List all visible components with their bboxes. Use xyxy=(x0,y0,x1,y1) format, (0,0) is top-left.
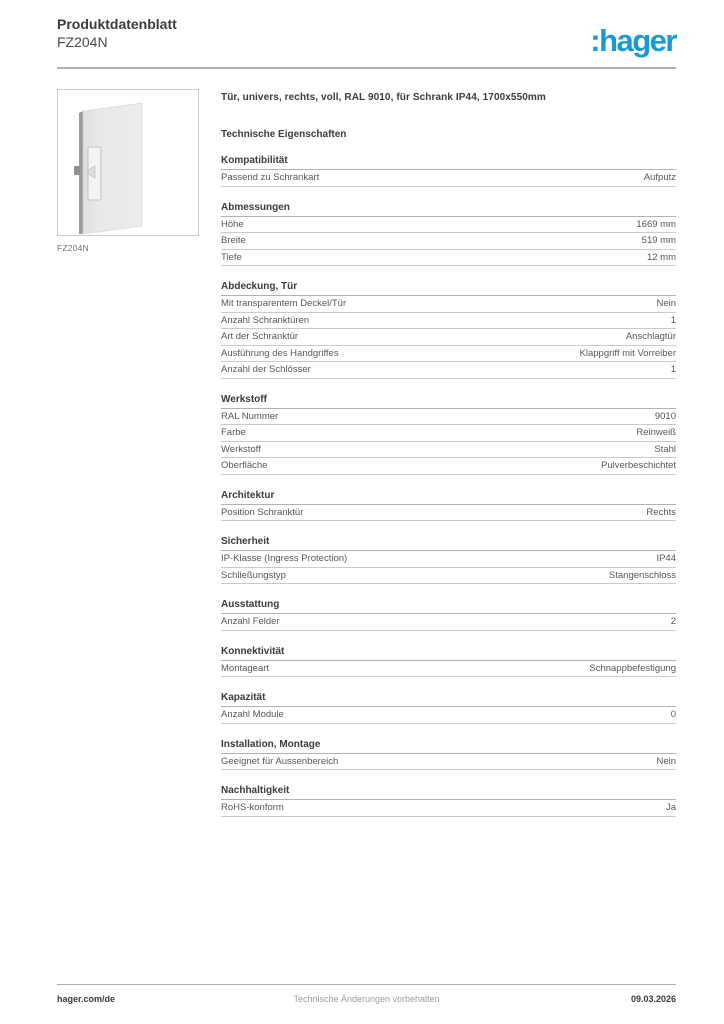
spec-section xyxy=(221,155,676,187)
row-value: 519 mm xyxy=(641,235,676,246)
spec-row xyxy=(221,442,676,459)
row-value: Stahl xyxy=(654,443,676,455)
section-heading: Nachhaltigkeit xyxy=(221,785,676,800)
row-value: Klappgriff mit Vorreiber xyxy=(579,347,676,359)
section-heading: Werkstoff xyxy=(221,394,676,409)
spec-row xyxy=(221,458,676,475)
spec-section xyxy=(221,394,676,475)
spec-section xyxy=(221,599,676,631)
row-label: Tiefe xyxy=(221,251,242,263)
row-label: Schließungstyp xyxy=(221,569,286,581)
spec-row xyxy=(221,800,676,817)
spec-row xyxy=(221,707,676,724)
row-value: 2 xyxy=(670,616,676,627)
spec-row xyxy=(221,614,676,631)
spec-section xyxy=(221,785,676,817)
spec-row xyxy=(221,250,676,267)
row-value: Nein xyxy=(656,298,676,309)
spec-row xyxy=(221,170,676,187)
row-label: Montageart xyxy=(221,662,270,674)
product-image xyxy=(57,89,199,236)
main-content xyxy=(57,89,676,817)
spec-section xyxy=(221,646,676,678)
row-value: Rechts xyxy=(646,506,676,518)
row-label: RAL Nummer xyxy=(221,410,279,422)
spec-row xyxy=(221,313,676,330)
spec-row xyxy=(221,425,676,442)
row-label: IP-Klasse (Ingress Protection) xyxy=(221,553,348,564)
header-title-block xyxy=(57,15,177,51)
row-label: Anzahl Felder xyxy=(221,616,280,627)
section-heading: Abmessungen xyxy=(221,202,676,217)
footer-website-link[interactable]: hager.com/de xyxy=(57,994,116,1004)
row-label: Position Schranktür xyxy=(221,506,304,518)
spec-row xyxy=(221,409,676,426)
row-value: Stangenschloss xyxy=(608,569,676,581)
spec-column xyxy=(221,89,676,817)
row-value: 0 xyxy=(670,709,676,720)
lock-knob xyxy=(74,166,80,175)
product-figure-column xyxy=(57,89,199,817)
spec-section xyxy=(221,202,676,267)
row-label: Höhe xyxy=(221,218,244,230)
document-header xyxy=(57,0,676,69)
section-heading: Sicherheit xyxy=(221,536,676,551)
spec-row xyxy=(221,505,676,522)
spec-row xyxy=(221,296,676,313)
spec-row xyxy=(221,661,676,678)
section-heading: Architektur xyxy=(221,490,676,505)
hager-logo: :hager xyxy=(590,23,676,58)
spec-section xyxy=(221,281,676,379)
spec-row xyxy=(221,362,676,379)
row-label: Oberfläche xyxy=(221,460,268,471)
section-heading: Kompatibilität xyxy=(221,155,676,170)
row-value: Schnappbefestigung xyxy=(589,662,676,674)
spec-section xyxy=(221,692,676,724)
product-reference: FZ204N xyxy=(57,34,108,50)
row-label: Anzahl der Schlösser xyxy=(221,364,311,375)
document-footer xyxy=(57,984,676,1004)
spec-section xyxy=(221,490,676,522)
row-value: Anschlagtür xyxy=(625,331,676,342)
product-title: Tür, univers, rechts, voll, RAL 9010, für Schrank IP44, 1700x550mm xyxy=(221,92,546,103)
spec-row xyxy=(221,233,676,250)
row-value: Reinweiß xyxy=(636,427,676,438)
row-label: RoHS-konform xyxy=(221,802,284,813)
row-value: Nein xyxy=(656,755,676,767)
row-value: 9010 xyxy=(654,410,676,422)
document-type-title: Produktdatenblatt xyxy=(57,16,177,32)
row-label: Ausführung des Handgriffes xyxy=(221,347,339,359)
section-heading: Installation, Montage xyxy=(221,739,676,754)
footer-date: 09.03.2026 xyxy=(630,994,676,1004)
row-label: Anzahl Schranktüren xyxy=(221,314,310,326)
row-value: 1 xyxy=(670,314,676,326)
row-label: Geeignet für Aussenbereich xyxy=(221,755,339,767)
row-value: 1 xyxy=(670,364,676,375)
spec-row xyxy=(221,346,676,363)
row-value: IP44 xyxy=(656,553,676,564)
row-label: Werkstoff xyxy=(221,443,261,455)
row-label: Mit transparentem Deckel/Tür xyxy=(221,298,347,309)
row-label: Art der Schranktür xyxy=(221,331,299,342)
spec-section xyxy=(221,536,676,584)
row-label: Farbe xyxy=(221,427,246,438)
row-value: Aufputz xyxy=(643,172,676,183)
section-heading: Konnektivität xyxy=(221,646,676,661)
row-value: 1669 mm xyxy=(636,218,676,230)
spec-row xyxy=(221,551,676,568)
footer-disclaimer: Technische Änderungen vorbehalten xyxy=(293,994,440,1004)
row-label: Breite xyxy=(221,235,246,246)
spec-section xyxy=(221,739,676,771)
row-value: Pulverbeschichtet xyxy=(601,460,676,471)
spec-row xyxy=(221,329,676,346)
spec-row xyxy=(221,754,676,771)
door-illustration xyxy=(58,90,198,235)
row-label: Anzahl Module xyxy=(221,709,284,720)
spec-row xyxy=(221,568,676,585)
technical-properties-heading: Technische Eigenschaften xyxy=(221,129,347,140)
image-caption: FZ204N xyxy=(57,243,89,253)
row-value: Ja xyxy=(665,802,676,813)
section-heading: Kapazität xyxy=(221,692,676,707)
datasheet-page xyxy=(57,0,676,1024)
section-heading: Abdeckung, Tür xyxy=(221,281,676,296)
spec-sections xyxy=(221,155,676,817)
row-label: Passend zu Schrankart xyxy=(221,172,320,183)
spec-row xyxy=(221,217,676,234)
row-value: 12 mm xyxy=(646,251,676,263)
section-heading: Ausstattung xyxy=(221,599,676,614)
